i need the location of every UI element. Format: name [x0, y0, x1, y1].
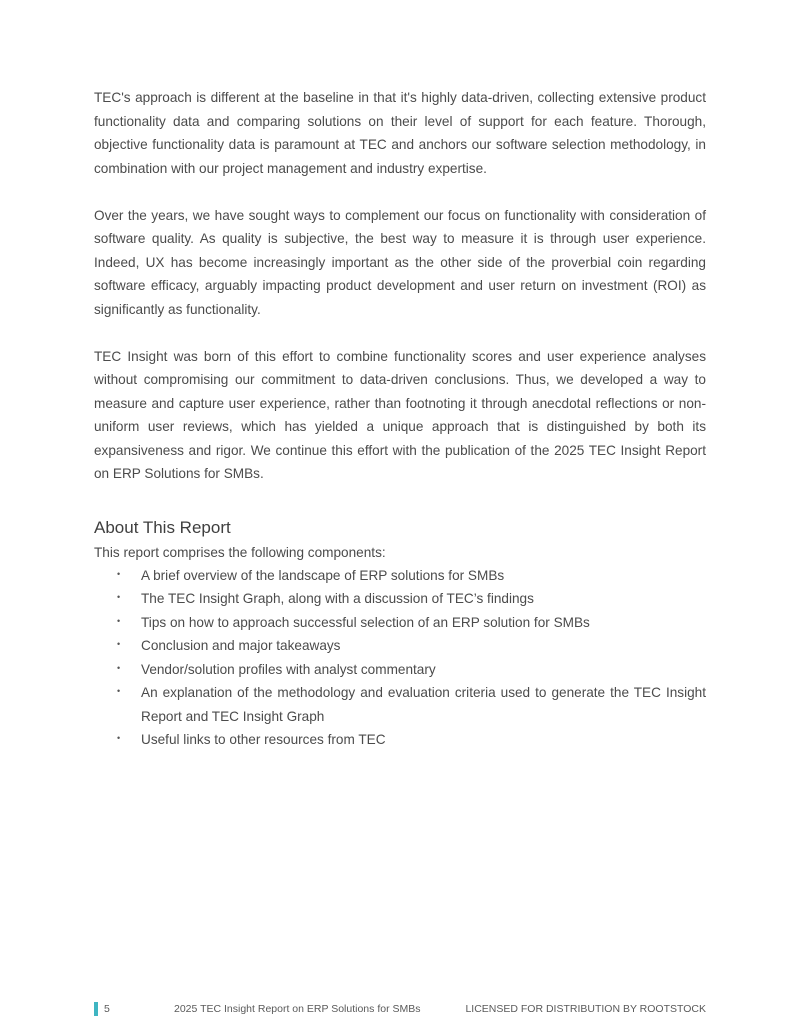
list-item — [94, 564, 706, 588]
footer-license-notice: LICENSED FOR DISTRIBUTION BY ROOTSTOCK — [465, 1003, 706, 1015]
bullet-icon: • — [117, 568, 121, 579]
bullet-icon: • — [117, 592, 121, 602]
section-heading-about: About This Report — [94, 517, 231, 537]
list-item-text: A brief overview of the landscape of ERP solutions for SMBs — [141, 567, 505, 583]
page-number: 5 — [104, 1003, 110, 1015]
page-content — [94, 86, 706, 752]
list-item — [94, 587, 706, 611]
bullet-icon: • — [117, 662, 121, 673]
list-item-text: The TEC Insight Graph, along with a discussion of TEC’s findings — [141, 591, 534, 606]
list-item — [94, 728, 706, 752]
list-item — [94, 634, 706, 658]
list-item-text: Useful links to other resources from TEC — [141, 732, 386, 747]
bullet-icon: • — [117, 686, 121, 696]
bullet-icon: • — [117, 639, 121, 649]
list-item-text: Conclusion and major takeaways — [141, 638, 341, 653]
about-intro-text: This report comprises the following components: — [94, 544, 386, 560]
body-paragraph-approach: TEC's approach is different at the baseline in that it's highly data-driven, collecting extensive product functionality data and comparing solutions on their level of support for each feature. Thorough, objective functionality data is paramount at TEC and anchors our software selection methodology, in combination with our project management and industry expertise. — [94, 90, 706, 176]
bullet-icon: • — [117, 733, 121, 743]
list-item-text: Vendor/solution profiles with analyst commentary — [141, 661, 436, 677]
list-item — [94, 658, 706, 682]
body-paragraph-quality: Over the years, we have sought ways to complement our focus on functionality with consideration of software quality. As quality is subjective, the best way to measure it is through user experience. Indeed, UX has become increasingly important as the other side of the proverbial coin regarding software efficacy, arguably impacting product development and user return on investment (ROI) as significantly as functionality. — [94, 207, 706, 317]
footer-accent-bar — [94, 1002, 98, 1016]
page-footer — [94, 1002, 706, 1018]
list-item — [94, 681, 706, 728]
list-item-text: An explanation of the methodology and evaluation criteria used to generate the TEC Insight Report and TEC Insight Graph — [141, 685, 706, 724]
body-paragraph-tec-insight: TEC Insight was born of this effort to combine functionality scores and user experience analyses without compromising our commitment to data-driven conclusions. Thus, we developed a way to measure and capture user experience, rather than footnoting it through anecdotal reflections or non-uniform user reviews, which has yielded a unique approach that is distinguished by both its expansiveness and rigor. We continue this effort with the publication of the 2025 TEC Insight Report on ERP Solutions for SMBs. — [94, 348, 706, 481]
list-item — [94, 611, 706, 635]
list-item-text: Tips on how to approach successful selection of an ERP solution for SMBs — [141, 614, 590, 630]
bullet-icon: • — [117, 615, 121, 626]
report-components-list — [94, 564, 706, 752]
footer-report-title: 2025 TEC Insight Report on ERP Solutions for SMBs — [174, 1003, 421, 1015]
